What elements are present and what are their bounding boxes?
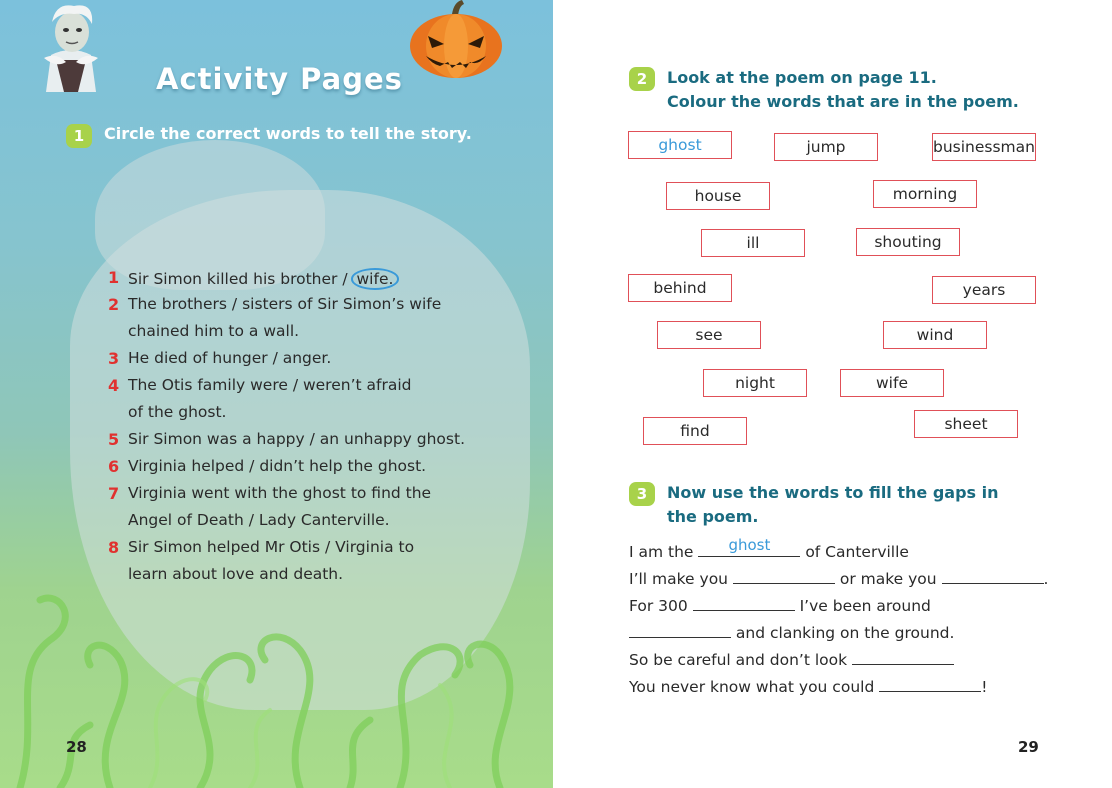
page-number-left: 28 [66, 738, 87, 756]
instruction-line: Colour the words that are in the poem. [667, 92, 1019, 111]
poem-text: ! [981, 678, 988, 696]
exercise-number-badge: 2 [629, 67, 655, 91]
word-box-ghost[interactable]: ghost [628, 131, 732, 159]
gap-field[interactable] [733, 569, 835, 584]
word-box-wife[interactable]: wife [840, 369, 944, 397]
gap-answer: ghost [728, 536, 771, 554]
item-text [128, 268, 399, 290]
word-box-see[interactable]: see [657, 321, 761, 349]
item-number: 3 [108, 349, 120, 368]
item-number: 2 [108, 295, 120, 314]
word-box-behind[interactable]: behind [628, 274, 732, 302]
page-title: Activity Pages [156, 62, 403, 96]
poem-line [629, 677, 987, 696]
poem-text: I’ve been around [794, 597, 931, 615]
poem-text: I am the [629, 543, 699, 561]
gap-field[interactable] [693, 596, 795, 611]
poem-line [629, 623, 954, 642]
poem-line [629, 650, 954, 669]
poem-text: of Canterville [800, 543, 909, 561]
exercise-instruction [667, 66, 1019, 114]
poem-line [629, 569, 1048, 588]
poem-text: You never know what you could [629, 678, 880, 696]
word-box-shouting[interactable]: shouting [856, 228, 960, 256]
item-number: 8 [108, 538, 120, 557]
word-box-businessman[interactable]: businessman [932, 133, 1036, 161]
instruction-line: Look at the poem on page 11. [667, 68, 937, 87]
pumpkin-illustration [404, 0, 504, 80]
poem-line [629, 536, 909, 561]
poem-text: and clanking on the ground. [731, 624, 955, 642]
page-number-right: 29 [1018, 738, 1039, 756]
item-line[interactable]: The brothers / sisters of Sir Simon’s wife [128, 295, 442, 313]
word-box-morning[interactable]: morning [873, 180, 977, 208]
item-number: 6 [108, 457, 120, 476]
poem-text: So be careful and don’t look [629, 651, 852, 669]
item-number: 7 [108, 484, 120, 503]
exercise-instruction: Circle the correct words to tell the story. [104, 124, 472, 143]
item-line[interactable]: Virginia went with the ghost to find the [128, 484, 432, 502]
left-page [0, 0, 553, 788]
word-box-years[interactable]: years [932, 276, 1036, 304]
word-box-night[interactable]: night [703, 369, 807, 397]
item-line[interactable]: Angel of Death / Lady Canterville. [128, 511, 390, 529]
item-line[interactable]: He died of hunger / anger. [128, 349, 332, 367]
instruction-line: the poem. [667, 507, 759, 526]
gap-field[interactable] [879, 677, 981, 692]
word-box-house[interactable]: house [666, 182, 770, 210]
item-number: 5 [108, 430, 120, 449]
circled-answer[interactable]: wife. [351, 268, 400, 290]
poem-text: or make you [834, 570, 942, 588]
poem-text: . [1043, 570, 1049, 588]
item-line[interactable]: Virginia helped / didn’t help the ghost. [128, 457, 427, 475]
exercise-number-badge: 3 [629, 482, 655, 506]
gap-field[interactable] [942, 569, 1044, 584]
gap-field[interactable] [698, 536, 800, 557]
item-number: 1 [108, 268, 120, 287]
ghost-character-illustration [26, 0, 116, 92]
gap-field[interactable] [852, 650, 954, 665]
word-box-find[interactable]: find [643, 417, 747, 445]
item-line: chained him to a wall. [128, 322, 300, 340]
instruction-line: Now use the words to fill the gaps in [667, 483, 999, 502]
item-line: of the ghost. [128, 403, 227, 421]
poem-text: For 300 [629, 597, 693, 615]
word-box-ill[interactable]: ill [701, 229, 805, 257]
item-line: learn about love and death. [128, 565, 344, 583]
item-line[interactable]: Sir Simon was a happy / an unhappy ghost. [128, 430, 465, 448]
item-line[interactable]: Sir Simon helped Mr Otis / Virginia to [128, 538, 415, 556]
gap-field[interactable] [629, 623, 731, 638]
word-box-jump[interactable]: jump [774, 133, 878, 161]
word-box-sheet[interactable]: sheet [914, 410, 1018, 438]
exercise-instruction [667, 481, 998, 529]
exercise-number-badge: 1 [66, 124, 92, 148]
word-box-wind[interactable]: wind [883, 321, 987, 349]
item-line: Sir Simon killed his brother / [128, 270, 353, 288]
item-number: 4 [108, 376, 120, 395]
poem-line [629, 596, 931, 615]
item-line[interactable]: The Otis family were / weren’t afraid [128, 376, 412, 394]
poem-text: I’ll make you [629, 570, 733, 588]
